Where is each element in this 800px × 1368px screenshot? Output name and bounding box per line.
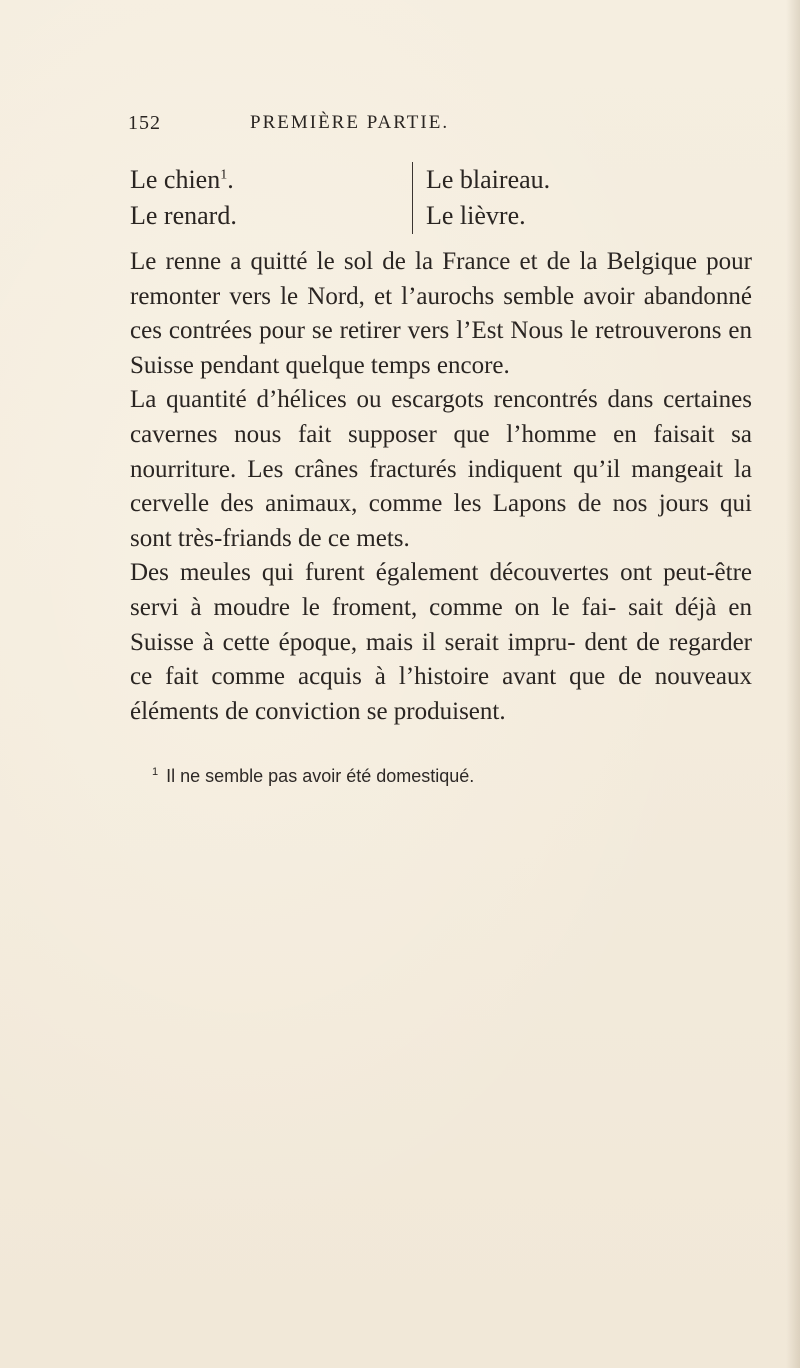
- footnote-marker: 1: [220, 167, 228, 183]
- species-list-left-column: [130, 162, 237, 234]
- list-item: Le blaireau.: [426, 165, 551, 194]
- paragraph: La quantité d’hélices ou escargots rencontrés dans certaines cavernes nous fait supposer que l’homme en faisait sa nourriture. Les crânes fracturés indiquent qu’il mangeait la cervelle des animaux, comme les Lapons de nos jours qui sont très-friands de ce mets.: [130, 386, 752, 552]
- page-edge-shadow: [786, 0, 800, 1368]
- species-list-right-column: [412, 162, 550, 234]
- running-title: PREMIÈRE PARTIE.: [250, 112, 450, 133]
- paragraph: Des meules qui furent également découvertes ont peut-être servi à moudre le froment, comme on le fai- sait déjà en Suisse à cette époque, mais il serait impru- dent de regarder ce fait comme acquis à l’histoire avant que de nouveaux éléments de conviction se produisent.: [130, 559, 752, 725]
- paragraph: Le renne a quitté le sol de la France et de la Belgique pour remonter vers le Nord, et l’aurochs semble avoir abandonné ces contrées pour se retirer vers l’Est Nous le retrouverons en Suisse pendant quelque temps encore.: [130, 248, 752, 379]
- page-header: [128, 112, 748, 142]
- page-number: 152: [128, 112, 161, 134]
- list-item: Le renard.: [130, 201, 237, 230]
- list-item: Le chien$^1$.: [130, 165, 234, 194]
- footnote-text: Il ne semble pas avoir été domestiqué.: [166, 766, 475, 786]
- species-list: [130, 162, 750, 240]
- body-text: [130, 245, 752, 729]
- footnote-number: 1: [152, 766, 159, 778]
- list-item: Le lièvre.: [426, 201, 526, 230]
- list-item-label: Le chien: [130, 165, 221, 194]
- footnote: [152, 766, 752, 787]
